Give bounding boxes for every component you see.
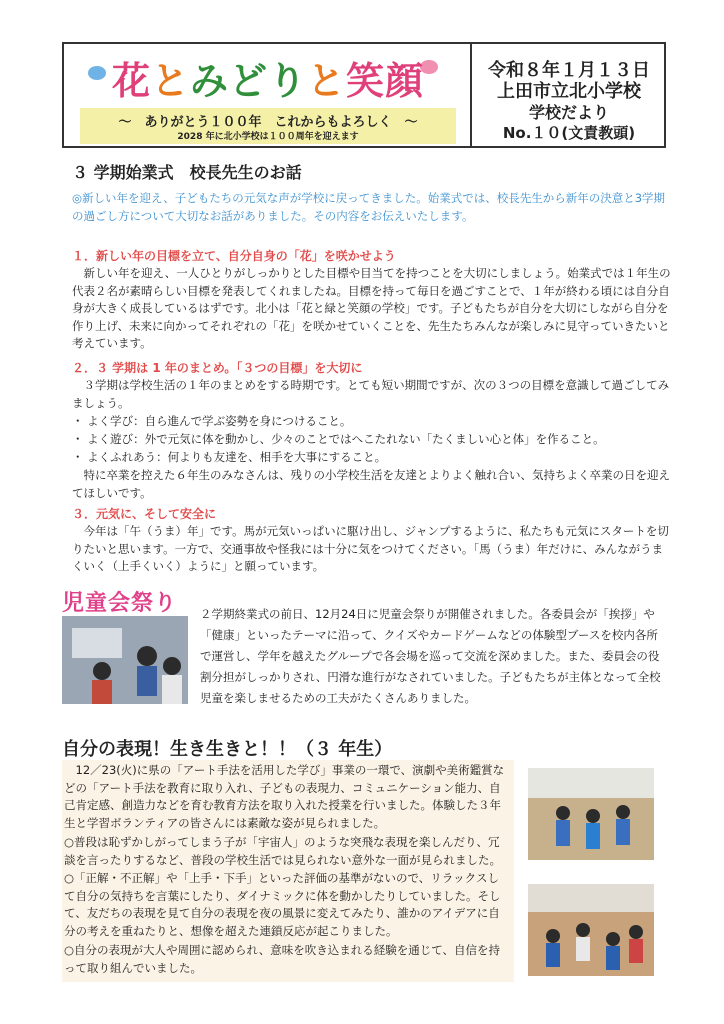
- point2-tail: 特に卒業を控えた６年生のみなさんは、残りの小学校生活を友達とよりよく触れ合い、気持ちよく卒業の日を迎えてほしいです。: [72, 468, 670, 500]
- goal-item: ・ よく遊び：外で元気に体を動かし、少々のことではへこたれない「たくましい心と体」を作ること。: [72, 432, 605, 446]
- point2-title: ２．３ 学期は 1 年のまとめ。「３つの目標」を大切に: [72, 361, 363, 375]
- grade3-photo-top: [528, 768, 654, 860]
- section-heading-grade3: 自分の表現！生き生きと！！（３ 年生）: [62, 739, 393, 760]
- newsletter-title: 花とみどりと笑顔: [112, 59, 425, 103]
- grade3-photo-top-image: [528, 768, 654, 860]
- point1-title: １．新しい年の目標を立て、自分自身の「花」を咲かせよう: [72, 249, 396, 263]
- festival-body: ２学期終業式の前日、12月24日に児童会祭りが開催されました。各委員会が「挨拶」や「健康」といったテーマに沿って、クイズやカードゲームなどの体験型ブースを校内各所で運営し、学年を越えたグループで各会場を巡って交流を深めました。また、委員会の役割分担がしっかりされ、円滑な進行がなされていました。子どもたちが主体となって全校児童を楽しませるための工夫がたくさんありました。: [200, 607, 661, 705]
- slogan: ～ ありがとう１００年 これからもよろしく ～: [118, 115, 418, 130]
- grade3-point: ○普段は恥ずかしがってしまう子が「宇宙人」のような突飛な表現を楽しんだり、冗談を言ったりするなど、普段の学校生活では見られない意外な一面が見られました。: [64, 835, 501, 867]
- point1-body: 新しい年を迎え、一人ひとりがしっかりとした目標や目当てを持つことを大切にしましょう。始業式では１年生の代表２名が素晴らしい目標を発表してくれましたね。目標を持って毎日を過ごすことで、１年が終わる頃には自分自身が大きく成長しているはずです。北小は「花と緑と笑顔の学校」です。子どもたちが自分を大切にしながら自分を作り上げ、未来に向かってそれぞれの「花」を咲かせていくことを、先生たちみんなが楽しみに見守っていきたいと考えています。: [72, 266, 671, 350]
- section-heading-principal: ３ 学期始業式 校長先生のお話: [72, 163, 302, 182]
- grade3-photo-bottom: [528, 884, 654, 976]
- grade3-point: ○「正解・不正解」や「上手・下手」といった評価の基準がないので、リラックスして自分の気持ちを言葉にしたり、ダイナミックに体を動かしたりしていました。そして、友だちの表現を見て自分の表現を夜の風景に変えてみたり、誰かのアイデアに自分の考えを重ねたりと、想像を超えた連鎖反応が起こりました。: [64, 871, 501, 938]
- point3-title: ３．元気に、そして安全に: [72, 507, 217, 521]
- issue-info: [474, 60, 664, 144]
- section-heading-festival: 児童会祭り: [62, 591, 178, 616]
- anniversary-note: 2028 年に北小学校は１００周年を迎えます: [177, 132, 359, 142]
- masthead-divider: [470, 42, 472, 148]
- grade3-point: ○自分の表現が大人や周囲に認められ、意味を吹き込まれる経験を通じて、自信を持って取り組んでいました。: [64, 943, 500, 975]
- grade3-intro: 12／23(火)に県の「アート手法を活用した学び」事業の一環で、演劇や美術鑑賞などの「アート手法を教育に取り入れ、子どもの表現力、コミュニケーション能力、自己肯定感、創造力などを育む教育方法を取り入れた授業を行いました。体験した３年生と学習ボランティアの皆さんには素敵な姿が見られました。: [64, 763, 505, 830]
- grade3-photo-bottom-image: [528, 884, 654, 976]
- principal-intro: ◎新しい年を迎え、子どもたちの元気な声が学校に戻ってきました。始業式では、校長先生から新年の決意と3学期の過ごし方について大切なお話がありました。その内容をお伝えいたします。: [72, 191, 666, 223]
- issue-number: No.１０(文責教頭): [502, 124, 636, 142]
- point3-body: 今年は「午（うま）年」です。馬が元気いっぱいに駆け出し、ジャンプするように、私たちも元気にスタートを切りたいと思います。一方で、交通事故や怪我には十分に気をつけてください。「馬（うま）年だけに、みんながうまくいく（上手くいく）ように」と願っています。: [72, 524, 669, 573]
- school-name: 上田市立北小学校: [497, 81, 641, 102]
- festival-photo: [62, 616, 188, 704]
- issue-date: 令和８年１月１３日: [488, 60, 650, 81]
- goal-item: ・ よく学び：自ら進んで学ぶ姿勢を身につけること。: [72, 414, 352, 428]
- point2-body: ３学期は学校生活の１年のまとめをする時期です。とても短い期間ですが、次の３つの目標を意識して過ごしてみましょう。: [72, 378, 670, 410]
- goal-item: ・ よくふれあう：何よりも友達を、相手を大事にすること。: [72, 450, 387, 464]
- festival-photo-image: [62, 616, 188, 704]
- newsletter-name: 学校だより: [528, 103, 609, 122]
- blue-bird-icon: [88, 66, 106, 80]
